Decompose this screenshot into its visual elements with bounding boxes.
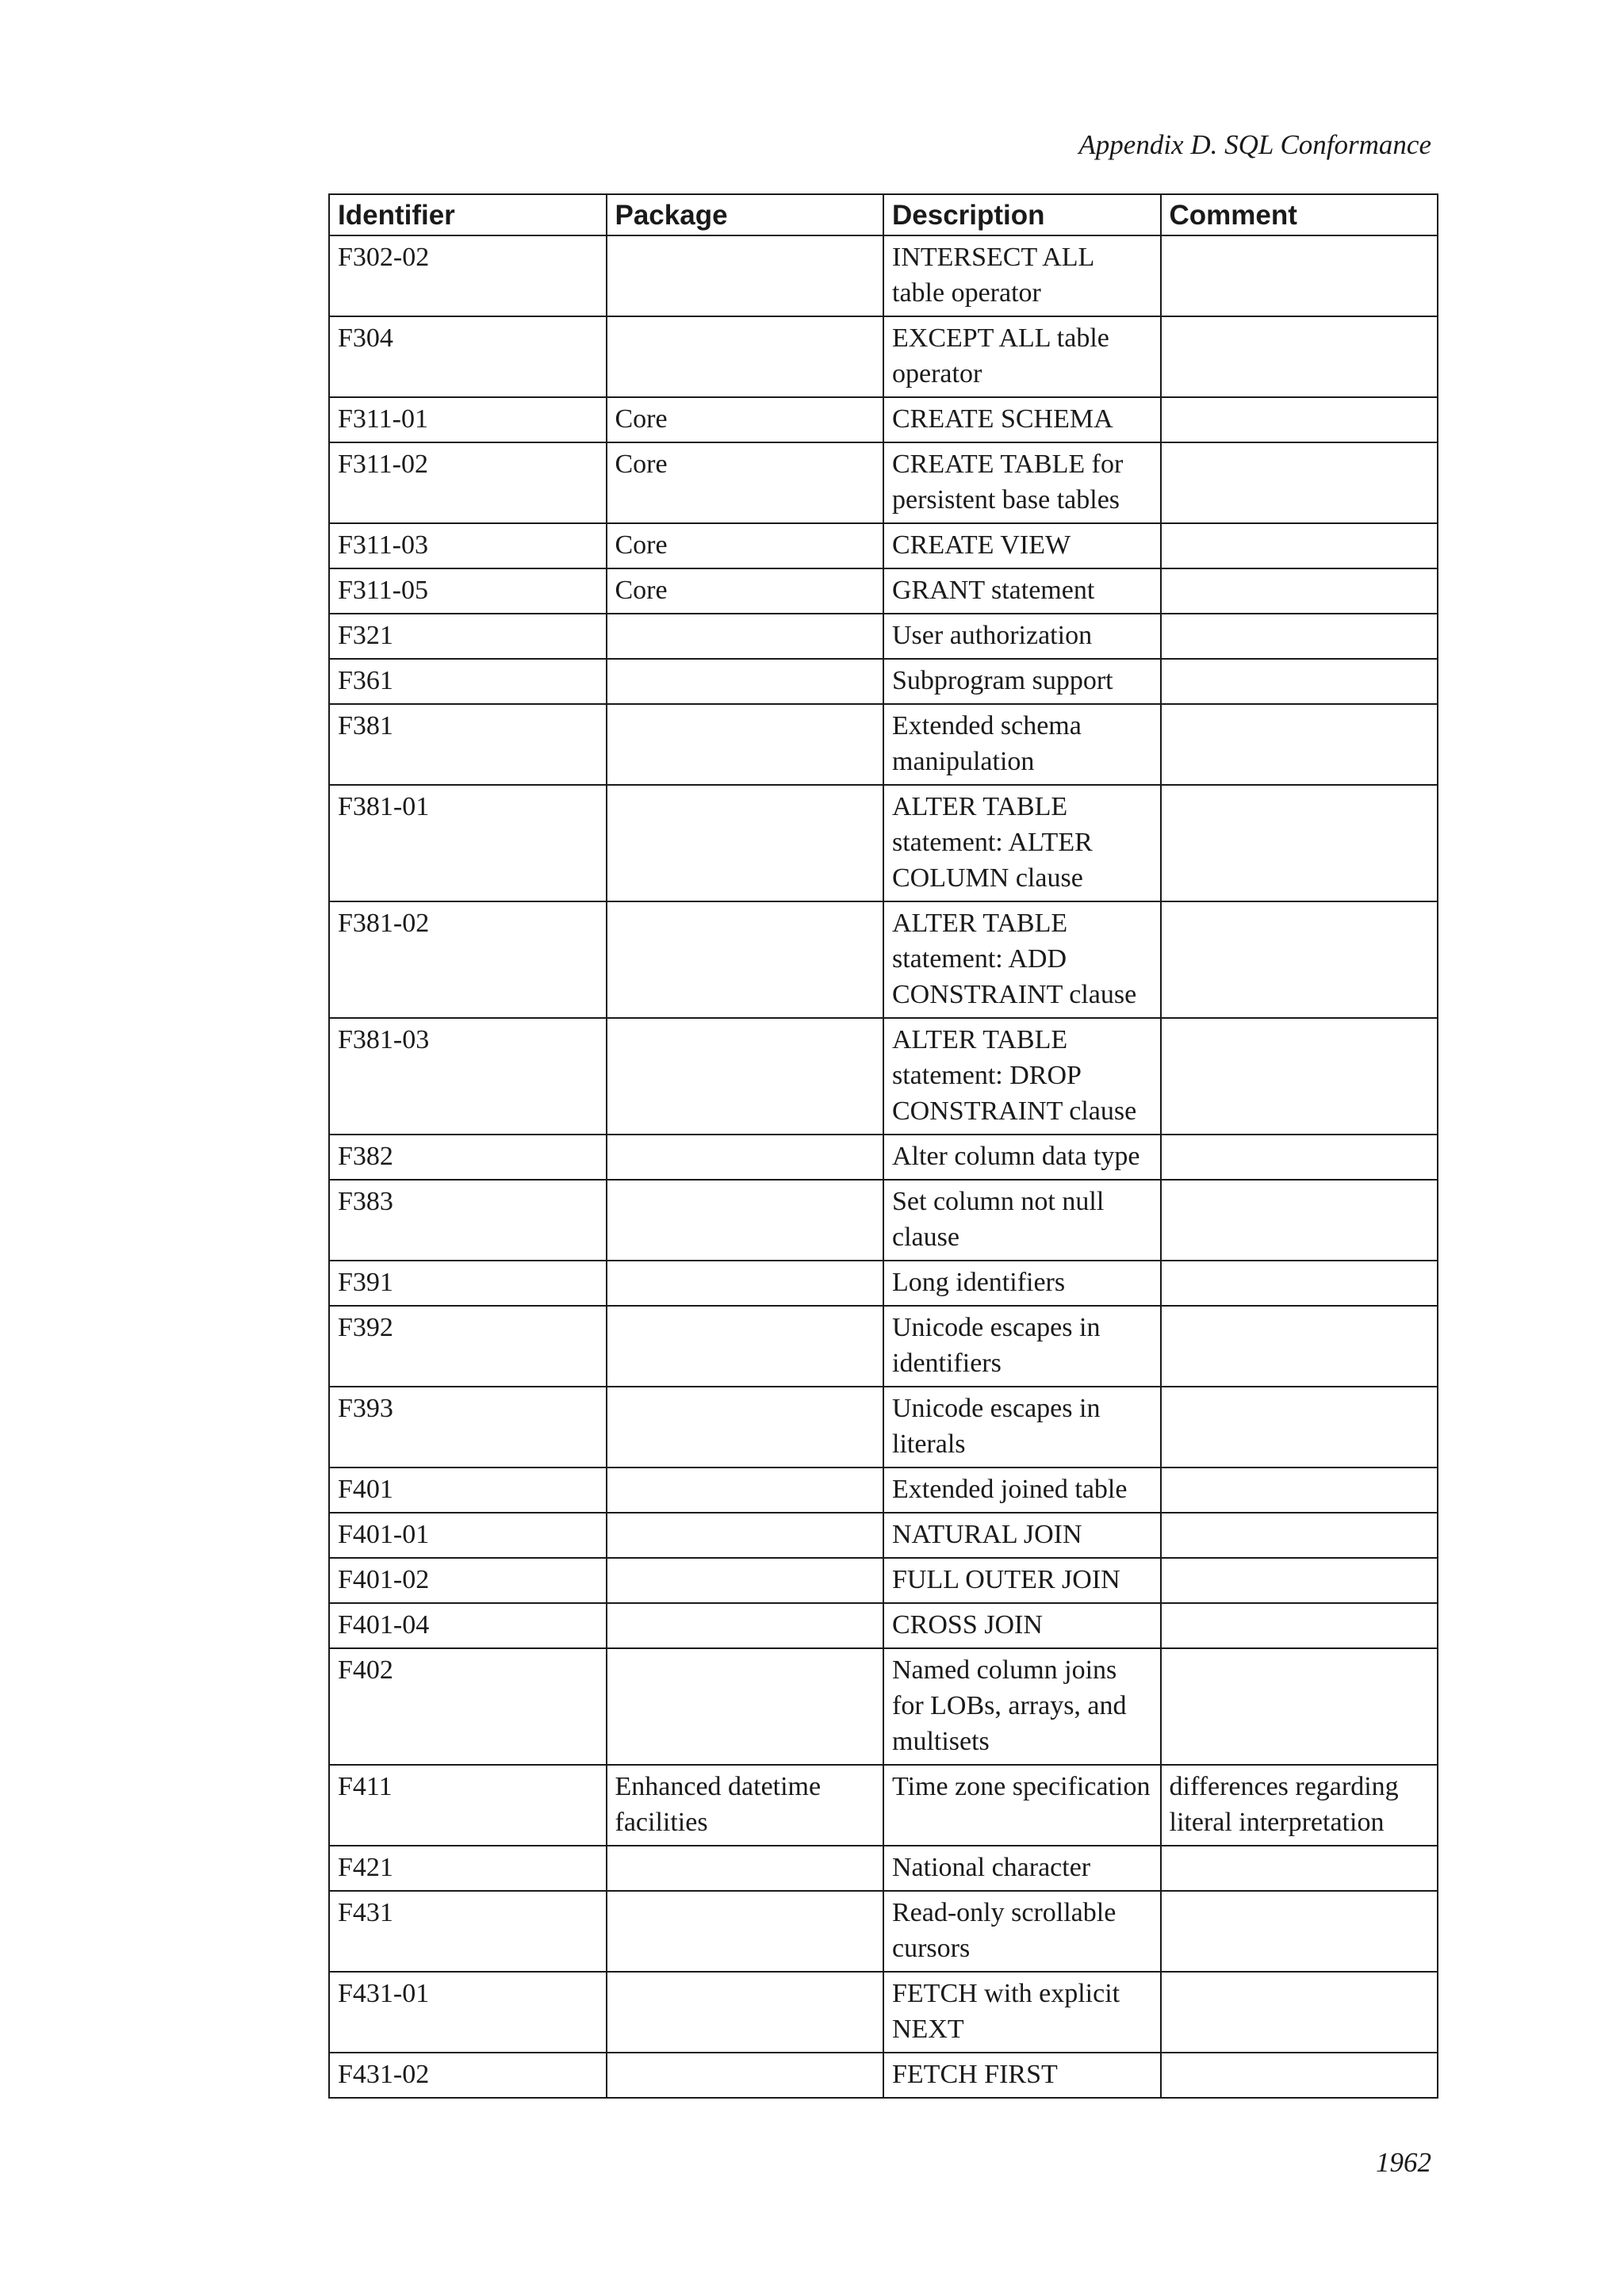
cell-identifier: F381-03 xyxy=(329,1018,607,1135)
column-header-comment: Comment xyxy=(1161,194,1438,235)
cell-description: Unicode escapes in identifiers xyxy=(883,1306,1161,1387)
cell-identifier: F383 xyxy=(329,1180,607,1261)
cell-description: Unicode escapes in literals xyxy=(883,1387,1161,1468)
cell-description: Extended joined table xyxy=(883,1468,1161,1513)
table-row xyxy=(329,704,1438,785)
table-row xyxy=(329,316,1438,397)
table-header-row xyxy=(329,194,1438,235)
table-row xyxy=(329,901,1438,1018)
cell-package xyxy=(607,2053,884,2098)
table-row xyxy=(329,235,1438,316)
cell-package xyxy=(607,1513,884,1558)
cell-comment xyxy=(1161,1261,1438,1306)
cell-identifier: F431-02 xyxy=(329,2053,607,2098)
cell-package: Core xyxy=(607,397,884,442)
cell-package xyxy=(607,1558,884,1603)
cell-package xyxy=(607,1468,884,1513)
cell-description: ALTER TABLE statement: ALTER COLUMN clause xyxy=(883,785,1161,901)
running-header: Appendix D. SQL Conformance xyxy=(1078,129,1431,160)
cell-identifier: F401-02 xyxy=(329,1558,607,1603)
cell-package: Enhanced datetime facilities xyxy=(607,1765,884,1846)
table-row xyxy=(329,1846,1438,1891)
cell-identifier: F431-01 xyxy=(329,1972,607,2053)
cell-description: Subprogram support xyxy=(883,659,1161,704)
cell-description: Long identifiers xyxy=(883,1261,1161,1306)
cell-comment xyxy=(1161,1648,1438,1765)
cell-description: FETCH with explicit NEXT xyxy=(883,1972,1161,2053)
table-row xyxy=(329,1558,1438,1603)
table-row xyxy=(329,442,1438,523)
cell-identifier: F411 xyxy=(329,1765,607,1846)
cell-package xyxy=(607,1306,884,1387)
table-row xyxy=(329,523,1438,568)
cell-comment xyxy=(1161,2053,1438,2098)
cell-description: Alter column data type xyxy=(883,1135,1161,1180)
cell-comment xyxy=(1161,1387,1438,1468)
cell-comment xyxy=(1161,785,1438,901)
cell-description: EXCEPT ALL table operator xyxy=(883,316,1161,397)
table-row xyxy=(329,1018,1438,1135)
cell-package xyxy=(607,1603,884,1648)
cell-package xyxy=(607,1972,884,2053)
cell-description: Set column not null clause xyxy=(883,1180,1161,1261)
cell-identifier: F421 xyxy=(329,1846,607,1891)
cell-package xyxy=(607,1018,884,1135)
cell-identifier: F381 xyxy=(329,704,607,785)
cell-comment xyxy=(1161,1558,1438,1603)
cell-identifier: F401-01 xyxy=(329,1513,607,1558)
cell-comment xyxy=(1161,316,1438,397)
cell-package xyxy=(607,1135,884,1180)
cell-identifier: F401-04 xyxy=(329,1603,607,1648)
cell-comment xyxy=(1161,1180,1438,1261)
table-row xyxy=(329,1765,1438,1846)
cell-identifier: F431 xyxy=(329,1891,607,1972)
column-header-package: Package xyxy=(607,194,884,235)
table-row xyxy=(329,1648,1438,1765)
cell-identifier: F311-01 xyxy=(329,397,607,442)
cell-comment xyxy=(1161,442,1438,523)
column-header-description: Description xyxy=(883,194,1161,235)
cell-description: NATURAL JOIN xyxy=(883,1513,1161,1558)
cell-comment xyxy=(1161,235,1438,316)
cell-comment xyxy=(1161,1846,1438,1891)
table-row xyxy=(329,1135,1438,1180)
cell-package xyxy=(607,316,884,397)
table-row xyxy=(329,1972,1438,2053)
cell-package xyxy=(607,659,884,704)
cell-comment xyxy=(1161,397,1438,442)
cell-description: Extended schema manipulation xyxy=(883,704,1161,785)
cell-identifier: F382 xyxy=(329,1135,607,1180)
cell-description: FULL OUTER JOIN xyxy=(883,1558,1161,1603)
cell-comment xyxy=(1161,1306,1438,1387)
cell-comment xyxy=(1161,659,1438,704)
cell-description: ALTER TABLE statement: ADD CONSTRAINT clause xyxy=(883,901,1161,1018)
cell-identifier: F361 xyxy=(329,659,607,704)
page-number: 1962 xyxy=(1376,2147,1431,2178)
table-row xyxy=(329,785,1438,901)
cell-description: GRANT statement xyxy=(883,568,1161,614)
cell-package: Core xyxy=(607,523,884,568)
cell-comment xyxy=(1161,1603,1438,1648)
cell-package: Core xyxy=(607,568,884,614)
cell-description: CREATE SCHEMA xyxy=(883,397,1161,442)
column-header-identifier: Identifier xyxy=(329,194,607,235)
table-row xyxy=(329,1468,1438,1513)
cell-package xyxy=(607,614,884,659)
cell-comment xyxy=(1161,1468,1438,1513)
cell-package xyxy=(607,235,884,316)
cell-identifier: F393 xyxy=(329,1387,607,1468)
cell-description: Read-only scrollable cursors xyxy=(883,1891,1161,1972)
cell-comment xyxy=(1161,1513,1438,1558)
cell-comment xyxy=(1161,568,1438,614)
table-row xyxy=(329,1513,1438,1558)
cell-description: User authorization xyxy=(883,614,1161,659)
cell-description: National character xyxy=(883,1846,1161,1891)
cell-description: ALTER TABLE statement: DROP CONSTRAINT clause xyxy=(883,1018,1161,1135)
cell-comment xyxy=(1161,901,1438,1018)
cell-comment xyxy=(1161,1891,1438,1972)
cell-description: CREATE TABLE for persistent base tables xyxy=(883,442,1161,523)
table-row xyxy=(329,568,1438,614)
cell-description: Named column joins for LOBs, arrays, and multisets xyxy=(883,1648,1161,1765)
cell-description: Time zone specification xyxy=(883,1765,1161,1846)
cell-identifier: F402 xyxy=(329,1648,607,1765)
cell-comment: differences regarding literal interpretation xyxy=(1161,1765,1438,1846)
cell-comment xyxy=(1161,1018,1438,1135)
table-row xyxy=(329,1891,1438,1972)
conformance-table xyxy=(328,193,1438,2099)
cell-identifier: F302-02 xyxy=(329,235,607,316)
cell-package xyxy=(607,1846,884,1891)
cell-comment xyxy=(1161,614,1438,659)
cell-comment xyxy=(1161,704,1438,785)
cell-package xyxy=(607,1648,884,1765)
cell-package xyxy=(607,785,884,901)
cell-identifier: F311-03 xyxy=(329,523,607,568)
cell-identifier: F381-02 xyxy=(329,901,607,1018)
cell-identifier: F392 xyxy=(329,1306,607,1387)
cell-package xyxy=(607,1180,884,1261)
cell-comment xyxy=(1161,1135,1438,1180)
cell-identifier: F401 xyxy=(329,1468,607,1513)
cell-package xyxy=(607,704,884,785)
table-row xyxy=(329,397,1438,442)
cell-comment xyxy=(1161,523,1438,568)
table-row xyxy=(329,1387,1438,1468)
cell-identifier: F321 xyxy=(329,614,607,659)
cell-package xyxy=(607,1387,884,1468)
cell-identifier: F311-05 xyxy=(329,568,607,614)
table-row xyxy=(329,614,1438,659)
cell-package xyxy=(607,1891,884,1972)
cell-description: CREATE VIEW xyxy=(883,523,1161,568)
cell-package: Core xyxy=(607,442,884,523)
cell-description: FETCH FIRST xyxy=(883,2053,1161,2098)
cell-description: INTERSECT ALL table operator xyxy=(883,235,1161,316)
cell-comment xyxy=(1161,1972,1438,2053)
cell-identifier: F391 xyxy=(329,1261,607,1306)
cell-identifier: F304 xyxy=(329,316,607,397)
table-row xyxy=(329,1261,1438,1306)
cell-identifier: F381-01 xyxy=(329,785,607,901)
cell-description: CROSS JOIN xyxy=(883,1603,1161,1648)
cell-package xyxy=(607,901,884,1018)
table-row xyxy=(329,1306,1438,1387)
table-row xyxy=(329,659,1438,704)
table-row xyxy=(329,1603,1438,1648)
table-row xyxy=(329,2053,1438,2098)
cell-identifier: F311-02 xyxy=(329,442,607,523)
cell-package xyxy=(607,1261,884,1306)
table-row xyxy=(329,1180,1438,1261)
